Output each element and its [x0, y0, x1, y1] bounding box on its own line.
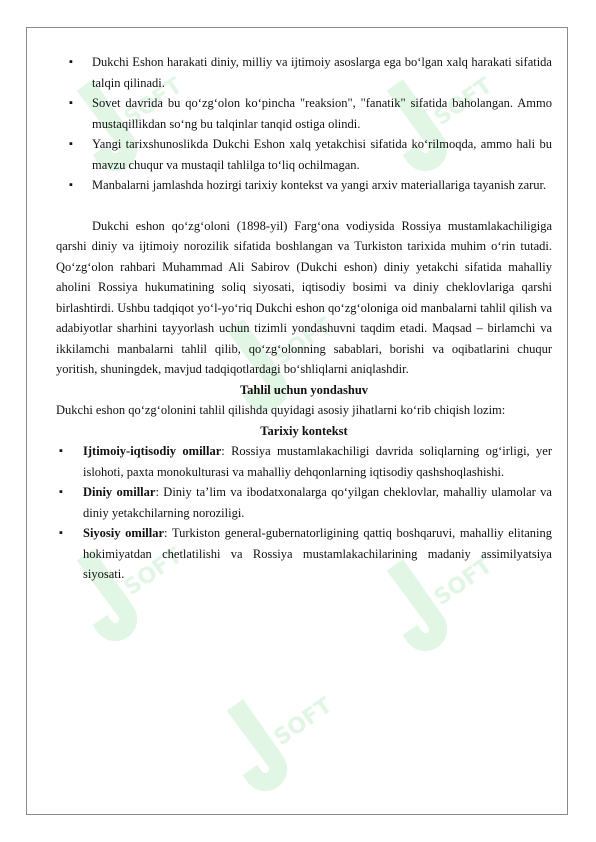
list-item	[56, 523, 552, 585]
svg-text:SOFT: SOFT	[119, 543, 180, 601]
document-body	[56, 52, 552, 585]
section-heading-approach: Tahlil uchun yondashuv	[239, 382, 369, 397]
section-heading-context: Tarixiy kontekst	[260, 423, 348, 438]
intro-paragraph: Dukchi eshon qo‘zg‘oloni (1898-yil) Farg‘ona vodiysida Rossiya mustamlakachiligiga qarshi diniy va ijtimoiy norozilik sifatida boshlangan va Turkiston tarixida muhim o‘rin tutadi. Qo‘zg‘olon rahbari Muhammad Ali Sabirov (Dukchi eshon) diniy yetakchi sifatida mahalliy aholini Rossiya hukumatining soliq siyosati, iqtisodiy bosimi va diniy cheklovlariga qarshi birlashtirdi. Ushbu tadqiqot yo‘l-yo‘riq Dukchi eshon qo‘zg‘oloniga oid manbalarni tahlil qilish va adabiyotlar sharhini tayyorlash uchun tizimli yondashuvni taqdim etadi. Maqsad – birlamchi va ikkilamchi manbalarni tahlil qilib, qo‘zg‘olonning sabablari, borishi va oqibatlarini chuqur yoritish, shuningdek, mavjud tadqiqotlardagi bo‘shliqlarni aniqlashdir.	[56, 218, 552, 376]
list-item-term: Diniy omillar	[83, 485, 156, 499]
svg-text:SOFT: SOFT	[269, 693, 330, 751]
list-item	[56, 482, 552, 523]
svg-text:SOFT: SOFT	[269, 313, 330, 371]
list-item-term: Ijtimoiy-iqtisodiy omillar	[83, 444, 222, 458]
list-item-term: Siyosiy omillar	[83, 526, 165, 540]
list-item: ▪ Sovet davrida bu qo‘zg‘olon ko‘pincha "reaksion", "fanatik" sifatida baholangan. Ammo mustaqillikdan so‘ng bu talqinlar tanqid ostiga olindi.	[56, 93, 552, 134]
list-item-text: : Diniy ta’lim va ibodatxonalarga qo‘yilgan cheklovlar, mahalliy ulamolar va diniy yetakchilarning noroziligi.	[83, 485, 552, 520]
list-item	[56, 441, 552, 482]
summary-list	[56, 52, 552, 196]
list-item-text: : Rossiya mustamlakachiligi davrida soliqlarning og‘irligi, yer islohoti, paxta monokulturasi va mahalliy dehqonlarning iqtisodiy qashshoqlashishi.	[83, 444, 552, 479]
list-item: ▪ Manbalarni jamlashda hozirgi tarixiy kontekst va yangi arxiv materiallariga tayanish zarur.	[56, 175, 552, 196]
context-list	[56, 441, 552, 585]
svg-text:SOFT: SOFT	[429, 553, 490, 611]
list-item: ▪ Yangi tarixshunoslikda Dukchi Eshon xalq yetakchisi sifatida ko‘rilmoqda, ammo hali bu mavzu chuqur va mustaqil tahlilga to‘liq ochilmagan.	[56, 134, 552, 175]
approach-paragraph: Dukchi eshon qo‘zg‘olonini tahlil qilishda quyidagi asosiy jihatlarni ko‘rib chiqish lozim:	[56, 403, 506, 417]
svg-text:SOFT: SOFT	[119, 73, 180, 131]
list-item: ▪ Dukchi Eshon harakati diniy, milliy va ijtimoiy asoslarga ega bo‘lgan xalq harakati sifatida talqin qilinadi.	[56, 52, 552, 93]
svg-text:SOFT: SOFT	[429, 73, 490, 131]
list-item-text: : Turkiston general-gubernatorligining qattiq boshqaruvi, mahalliy elitaning hokimiyatdan chetlatilishi va Rossiya mustamlakachilarining madaniy assimilyatsiya siyosati.	[83, 526, 552, 581]
